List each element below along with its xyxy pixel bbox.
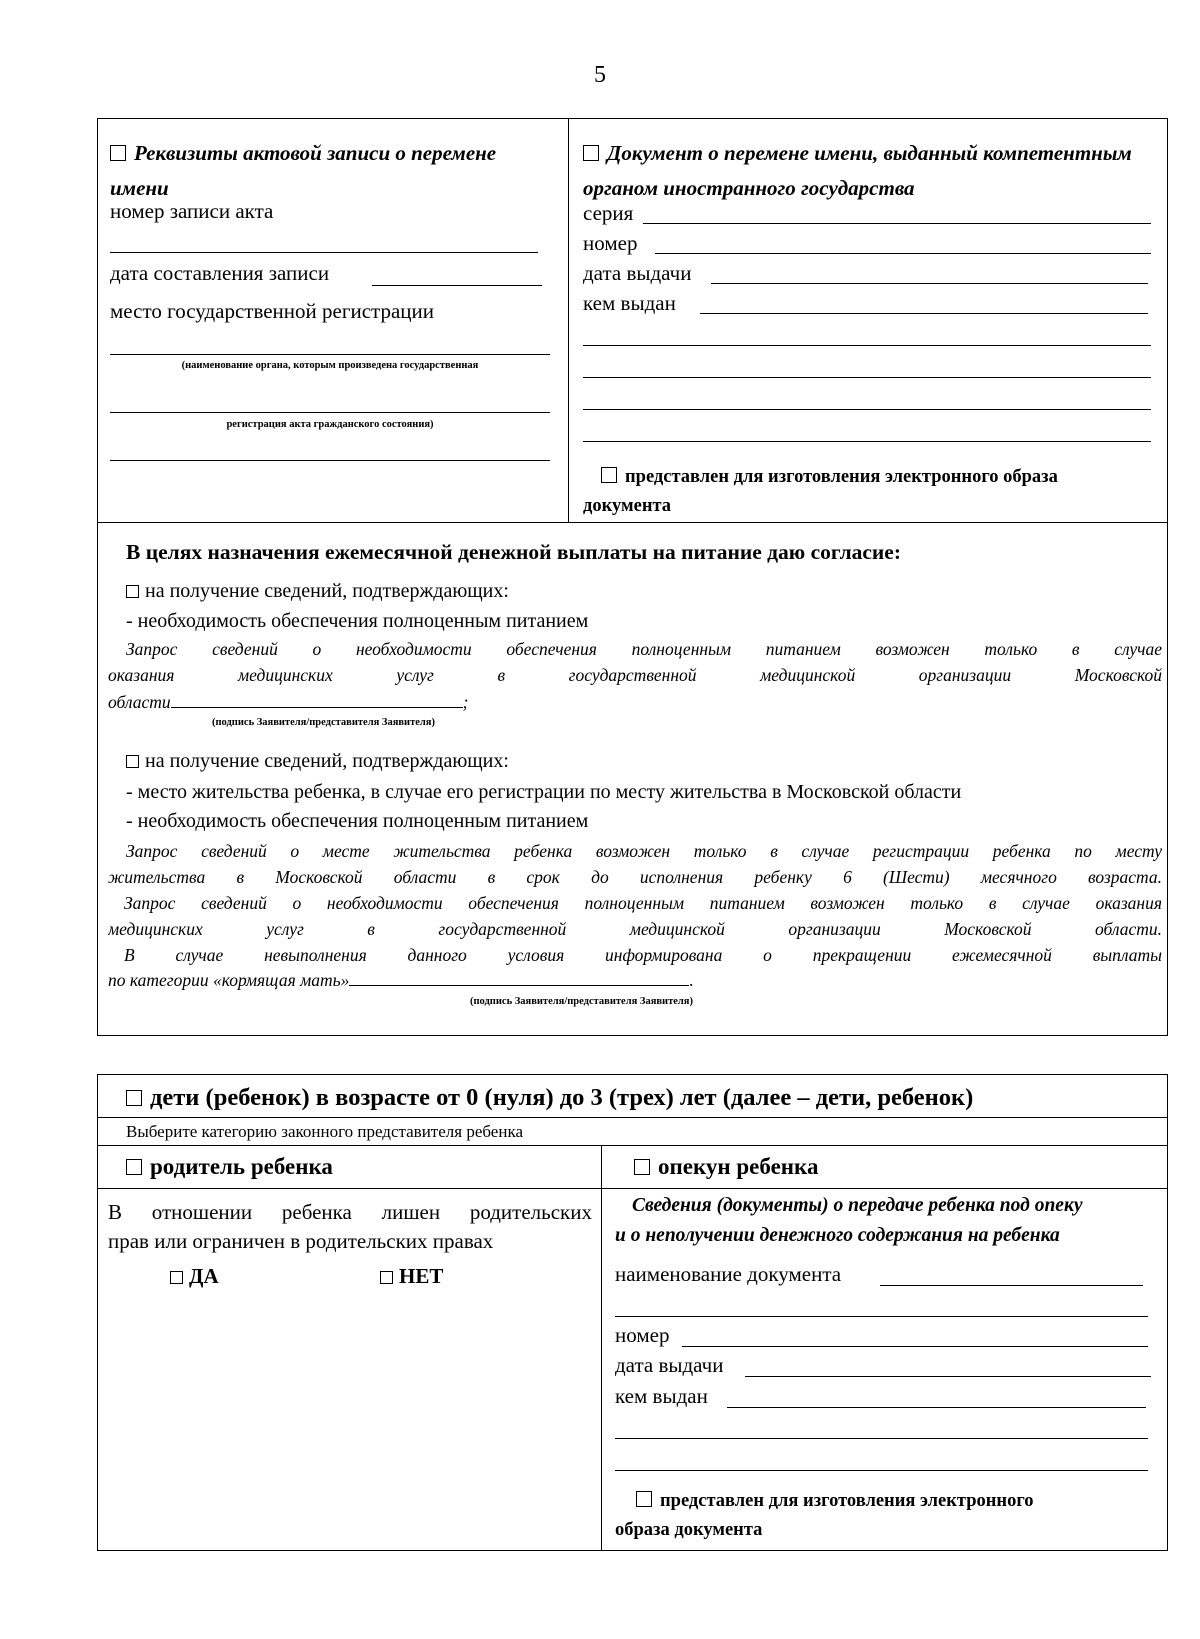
consent-block2-signature-caption: (подпись Заявителя/представителя Заявителя) — [470, 996, 693, 1007]
registration-place-field-1[interactable] — [110, 354, 550, 355]
guardian-title-line2: и о неполучении денежного содержания на ребенка — [615, 1225, 1060, 1246]
record-requisites-checkbox[interactable] — [110, 145, 126, 161]
doc-name-label: наименование документа — [615, 1262, 842, 1286]
consent-block2-item1: - место жительства ребенка, в случае его регистрации по месту жительства в Московской области — [126, 781, 962, 803]
consent-block2-note-line2: жительства в Московской области в срок до исполнения ребенку 6 (Шести) месячного возраста. — [108, 867, 1162, 887]
number-label: номер — [583, 231, 638, 255]
top-column-divider — [568, 118, 569, 523]
parent-question-line1: В отношении ребенка лишен родительских — [108, 1200, 592, 1224]
yes-checkbox[interactable] — [170, 1271, 183, 1284]
foreign-document-title: Документ о перемене имени, выданный компетентным органом иностранного государства — [583, 141, 1132, 200]
parent-checkbox[interactable] — [126, 1159, 142, 1175]
consent-heading: В целях назначения ежемесячной денежной выплаты на питание даю согласие: — [126, 540, 902, 564]
guardian-issued-by-field-3[interactable] — [615, 1470, 1148, 1471]
guardian-issued-by-field-1[interactable] — [727, 1407, 1146, 1408]
registration-caption-1: (наименование органа, которым произведена государственная — [181, 360, 479, 371]
number-field[interactable] — [655, 253, 1151, 254]
consent-block1-item: - необходимость обеспечения полноценным питанием — [126, 610, 589, 632]
consent-block1-note-line3: области ; — [108, 692, 469, 712]
doc-name-field-1[interactable] — [880, 1285, 1143, 1286]
guardian-title-line1: Сведения (документы) о передаче ребенка под опеку — [632, 1195, 1083, 1216]
issued-by-field-4[interactable] — [583, 409, 1151, 410]
children-column-divider — [601, 1145, 602, 1551]
guardian-electronic-line2: образа документа — [615, 1520, 763, 1540]
consent-block1-note-line1: Запрос сведений о необходимости обеспечения полноценным питанием возможен только в случае — [126, 639, 1162, 659]
consent-block2-checkbox[interactable] — [126, 755, 139, 768]
children-select-divider — [97, 1145, 1168, 1146]
consent-block2-note-line3: Запрос сведений о необходимости обеспечения полноценным питанием возможен только в случае оказания — [124, 893, 1162, 913]
record-date-label: дата составления записи — [110, 261, 330, 285]
issued-by-field-2[interactable] — [583, 345, 1151, 346]
guardian-issue-date-field[interactable] — [745, 1376, 1151, 1377]
guardian-number-field[interactable] — [682, 1346, 1148, 1347]
consent-block1-signature-caption: (подпись Заявителя/представителя Заявителя) — [212, 717, 435, 728]
record-requisites-title: Реквизиты актовой записи о перемене имени — [110, 141, 497, 200]
children-heading-divider — [97, 1117, 1168, 1118]
consent-block2-signature-field[interactable] — [349, 985, 689, 986]
issue-date-field[interactable] — [711, 283, 1148, 284]
series-field[interactable] — [643, 223, 1151, 224]
guardian-electronic-checkbox[interactable] — [636, 1491, 652, 1507]
electronic-image-option: представлен для изготовления электронного образа документа — [583, 467, 1058, 516]
registration-caption-2: регистрация акта гражданского состояния) — [226, 419, 434, 430]
children-heading: дети (ребенок) в возрасте от 0 (нуля) до 3 (трех) лет (далее – дети, ребенок) — [126, 1084, 973, 1112]
consent-block2-note-line1: Запрос сведений о месте жительства ребенка возможен только в случае регистрации ребенка по месту — [126, 841, 1162, 861]
consent-block2-item2: - необходимость обеспечения полноценным питанием — [126, 810, 589, 832]
children-checkbox[interactable] — [126, 1090, 142, 1106]
registration-place-field-2[interactable] — [110, 412, 550, 413]
registration-place-label: место государственной регистрации — [110, 299, 434, 323]
no-option: НЕТ — [380, 1264, 443, 1289]
record-number-label: номер записи акта — [110, 199, 274, 223]
consent-block2-note-line4: медицинских услуг в государственной медицинской организации Московской области. — [108, 919, 1162, 939]
consent-block1-checkbox[interactable] — [126, 585, 139, 598]
foreign-document-checkbox[interactable] — [583, 145, 599, 161]
issued-by-field-3[interactable] — [583, 377, 1151, 378]
series-label: серия — [583, 201, 634, 225]
parent-option: родитель ребенка — [126, 1154, 333, 1180]
consent-block1-label: на получение сведений, подтверждающих: — [126, 580, 509, 603]
record-date-field[interactable] — [372, 285, 542, 286]
parent-question-line2: прав или ограничен в родительских правах — [108, 1229, 494, 1253]
consent-block1-note-line2: оказания медицинских услуг в государственной медицинской организации Московской — [108, 665, 1162, 685]
consent-block2-note-line5: В случае невыполнения данного условия информирована о прекращении ежемесячной выплаты — [124, 945, 1162, 965]
consent-block2-note-line6: по категории «кормящая мать» . — [108, 970, 694, 990]
children-category-divider — [97, 1188, 1168, 1189]
doc-name-field-2[interactable] — [615, 1316, 1148, 1317]
registration-place-field-3[interactable] — [110, 460, 550, 461]
consent-block1-signature-field[interactable] — [171, 707, 463, 708]
guardian-issued-by-label: кем выдан — [615, 1384, 708, 1408]
page-number: 5 — [594, 62, 606, 88]
guardian-number-label: номер — [615, 1323, 670, 1347]
issued-by-label: кем выдан — [583, 291, 676, 315]
guardian-option: опекун ребенка — [634, 1154, 818, 1180]
select-category-label: Выберите категорию законного представителя ребенка — [126, 1122, 523, 1141]
top-row-divider — [97, 522, 1168, 523]
issue-date-label: дата выдачи — [583, 261, 692, 285]
guardian-checkbox[interactable] — [634, 1159, 650, 1175]
consent-block2-label: на получение сведений, подтверждающих: — [126, 750, 509, 773]
guardian-issued-by-field-2[interactable] — [615, 1438, 1148, 1439]
yes-option: ДА — [170, 1264, 219, 1289]
electronic-image-checkbox[interactable] — [601, 467, 617, 483]
issued-by-field-1[interactable] — [700, 313, 1148, 314]
record-number-field[interactable] — [110, 252, 538, 253]
guardian-electronic-line1: представлен для изготовления электронного — [636, 1491, 1034, 1512]
issued-by-field-5[interactable] — [583, 441, 1151, 442]
guardian-issue-date-label: дата выдачи — [615, 1353, 724, 1377]
no-checkbox[interactable] — [380, 1271, 393, 1284]
